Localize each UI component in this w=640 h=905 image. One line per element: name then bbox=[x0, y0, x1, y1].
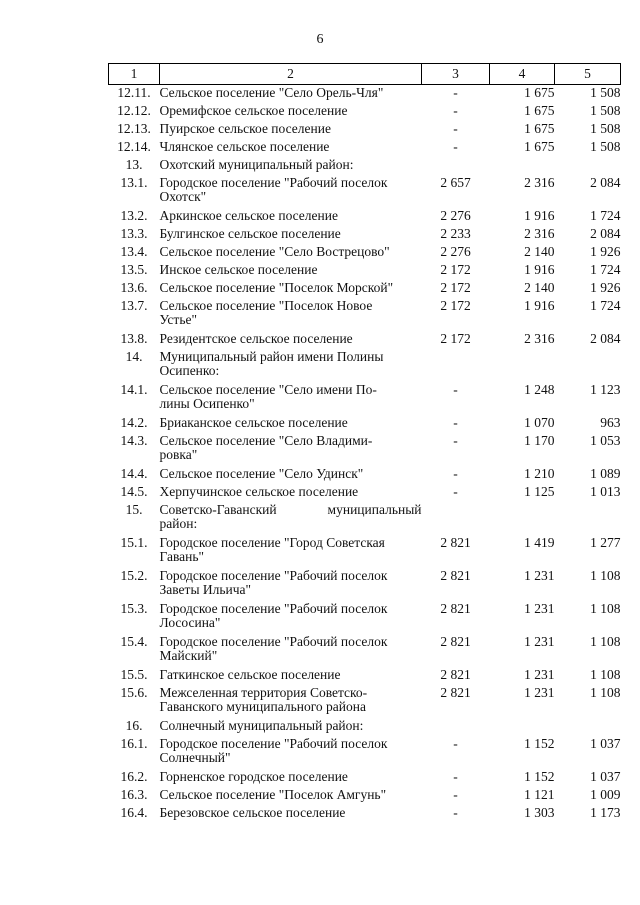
row-value-col4: 1 231 bbox=[524, 568, 555, 583]
row-value-col4: 1 231 bbox=[524, 634, 555, 649]
row-name-line: Пуирское сельское поселение bbox=[159, 121, 331, 136]
row-value-col3 bbox=[422, 718, 490, 736]
row-value-col4: 1 675 bbox=[524, 121, 555, 136]
row-name-line: Сельское поселение "Поселок Морской" bbox=[159, 280, 394, 295]
table-row bbox=[109, 85, 621, 104]
row-value-col3: - bbox=[453, 433, 458, 448]
row-value-col3: 2 172 bbox=[440, 262, 471, 277]
header-row bbox=[109, 64, 621, 85]
row-value-col4: 1 125 bbox=[524, 484, 555, 499]
row-value-col3: 2 821 bbox=[440, 685, 471, 700]
row-value-col3: - bbox=[453, 466, 458, 481]
row-name-line: Горненское городское поселение bbox=[159, 769, 348, 784]
row-name bbox=[160, 85, 422, 104]
table-row bbox=[109, 226, 621, 244]
row-name-line: Солнечный" bbox=[159, 750, 231, 765]
row-number: 13.1. bbox=[120, 175, 148, 190]
row-name-line: Майский" bbox=[159, 648, 218, 663]
header-col-4: 4 bbox=[490, 64, 555, 85]
row-value-col4: 1 916 bbox=[524, 262, 555, 277]
row-value-col5 bbox=[555, 718, 621, 736]
row-name-line: Муниципальный район имени Полины bbox=[159, 349, 384, 364]
row-number: 14.5. bbox=[120, 484, 148, 499]
row-value-col5 bbox=[555, 502, 621, 535]
header-col-1: 1 bbox=[109, 64, 160, 85]
row-value-col5: 2 084 bbox=[590, 175, 621, 190]
row-number: 14.3. bbox=[120, 433, 148, 448]
row-name bbox=[160, 226, 422, 244]
header-col-2: 2 bbox=[160, 64, 422, 85]
row-value-col5: 1 013 bbox=[590, 484, 621, 499]
row-value-col4: 1 070 bbox=[524, 415, 555, 430]
row-name bbox=[160, 769, 422, 787]
row-name-line: Сельское поселение "Село Владими- bbox=[159, 433, 373, 448]
row-name bbox=[160, 667, 422, 685]
row-number: 14. bbox=[125, 349, 143, 364]
row-value-col5: 1 123 bbox=[590, 382, 621, 397]
row-number: 16.1. bbox=[120, 736, 148, 751]
row-value-col4: 1 916 bbox=[524, 208, 555, 223]
row-name-line: Сельское поселение "Поселок Амгунь" bbox=[159, 787, 387, 802]
row-name-line: Инское сельское поселение bbox=[159, 262, 318, 277]
row-number: 13.2. bbox=[120, 208, 148, 223]
row-number: 14.2. bbox=[120, 415, 148, 430]
row-value-col5: 1 108 bbox=[590, 601, 621, 616]
row-value-col3: - bbox=[453, 805, 458, 820]
row-number: 13.5. bbox=[120, 262, 148, 277]
header-col-3: 3 bbox=[422, 64, 490, 85]
row-name-line: Охотск" bbox=[159, 189, 207, 204]
row-value-col4: 2 316 bbox=[524, 226, 555, 241]
row-value-col4 bbox=[490, 502, 555, 535]
row-value-col3: 2 172 bbox=[440, 331, 471, 346]
row-value-col3: 2 276 bbox=[440, 208, 471, 223]
row-value-col3 bbox=[422, 349, 490, 382]
row-name bbox=[160, 568, 422, 601]
row-name-line: Осипенко: bbox=[159, 363, 220, 378]
row-value-col4 bbox=[490, 349, 555, 382]
row-name-line: Городское поселение "Рабочий поселок bbox=[159, 634, 388, 649]
row-name bbox=[160, 349, 422, 382]
row-name-line: Городское поселение "Рабочий поселок bbox=[159, 601, 388, 616]
row-name-line: Устье" bbox=[159, 312, 197, 327]
table-row bbox=[109, 535, 621, 568]
table-row bbox=[109, 298, 621, 331]
row-name-line: Сельское поселение "Село Удинск" bbox=[159, 466, 364, 481]
row-number: 13.8. bbox=[120, 331, 148, 346]
row-number: 12.11. bbox=[117, 85, 151, 100]
row-value-col5: 963 bbox=[600, 415, 621, 430]
row-name bbox=[160, 601, 422, 634]
row-name-line: Оремифское сельское поселение bbox=[159, 103, 348, 118]
row-name bbox=[160, 736, 422, 769]
row-name bbox=[160, 484, 422, 502]
table-row bbox=[109, 331, 621, 349]
row-name-line: Гаванского муниципального района bbox=[159, 699, 366, 714]
row-value-col4: 1 152 bbox=[524, 769, 555, 784]
row-number: 13.7. bbox=[120, 298, 148, 313]
table-row bbox=[109, 769, 621, 787]
row-name bbox=[160, 331, 422, 349]
row-value-col3: - bbox=[453, 139, 458, 154]
row-name-line: Херпучинское сельское поселение bbox=[159, 484, 359, 499]
table-row bbox=[109, 157, 621, 175]
table-row bbox=[109, 718, 621, 736]
row-name-line: Городское поселение "Рабочий поселок bbox=[159, 736, 388, 751]
row-value-col4: 2 316 bbox=[524, 331, 555, 346]
row-value-col4: 2 140 bbox=[524, 280, 555, 295]
row-value-col4: 1 303 bbox=[524, 805, 555, 820]
row-value-col3: - bbox=[453, 484, 458, 499]
row-value-col5: 2 084 bbox=[590, 226, 621, 241]
table-row bbox=[109, 568, 621, 601]
row-value-col5: 1 724 bbox=[590, 298, 621, 313]
row-value-col4: 1 121 bbox=[524, 787, 555, 802]
row-value-col5: 2 084 bbox=[590, 331, 621, 346]
row-value-col5: 1 089 bbox=[590, 466, 621, 481]
row-number: 14.4. bbox=[120, 466, 148, 481]
row-name-line: Члянское сельское поселение bbox=[159, 139, 330, 154]
row-number: 13.3. bbox=[120, 226, 148, 241]
row-value-col5: 1 037 bbox=[590, 736, 621, 751]
row-value-col5 bbox=[555, 157, 621, 175]
row-value-col5: 1 508 bbox=[590, 85, 621, 100]
row-number: 15.4. bbox=[120, 634, 148, 649]
table-row bbox=[109, 175, 621, 208]
row-value-col4: 2 140 bbox=[524, 244, 555, 259]
row-name bbox=[160, 262, 422, 280]
table-row bbox=[109, 139, 621, 157]
row-name bbox=[160, 685, 422, 718]
row-number: 15.2. bbox=[120, 568, 148, 583]
table-header bbox=[109, 64, 621, 85]
table-row bbox=[109, 466, 621, 484]
row-value-col3: 2 821 bbox=[440, 535, 471, 550]
table-row bbox=[109, 415, 621, 433]
row-name bbox=[160, 634, 422, 667]
header-col-5: 5 bbox=[555, 64, 621, 85]
row-value-col3: - bbox=[453, 382, 458, 397]
row-name bbox=[160, 298, 422, 331]
table-row bbox=[109, 667, 621, 685]
row-value-col3: - bbox=[453, 415, 458, 430]
row-value-col5: 1 508 bbox=[590, 139, 621, 154]
row-name-line: ровка" bbox=[159, 447, 198, 462]
row-name bbox=[160, 157, 422, 175]
row-value-col4: 2 316 bbox=[524, 175, 555, 190]
page-number: 6 bbox=[316, 32, 324, 47]
table-row bbox=[109, 601, 621, 634]
row-value-col4: 1 152 bbox=[524, 736, 555, 751]
row-name bbox=[160, 535, 422, 568]
row-value-col4: 1 231 bbox=[524, 667, 555, 682]
row-value-col3: - bbox=[453, 787, 458, 802]
table-row bbox=[109, 262, 621, 280]
row-value-col3 bbox=[422, 502, 490, 535]
table-row bbox=[109, 685, 621, 718]
row-name-line: район: bbox=[159, 516, 198, 531]
row-number: 16.4. bbox=[120, 805, 148, 820]
row-name-line: Бриаканское сельское поселение bbox=[159, 415, 348, 430]
tariff-table bbox=[108, 63, 621, 823]
row-name bbox=[160, 718, 422, 736]
row-value-col5: 1 724 bbox=[590, 208, 621, 223]
row-value-col5: 1 009 bbox=[590, 787, 621, 802]
row-value-col4: 1 170 bbox=[524, 433, 555, 448]
row-number: 15. bbox=[125, 502, 143, 517]
table-row bbox=[109, 736, 621, 769]
row-name-line: Городское поселение "Рабочий поселок bbox=[159, 175, 388, 190]
row-value-col5: 1 277 bbox=[590, 535, 621, 550]
row-number: 13.6. bbox=[120, 280, 148, 295]
table-row bbox=[109, 382, 621, 415]
row-value-col4: 1 231 bbox=[524, 685, 555, 700]
row-value-col3: 2 821 bbox=[440, 667, 471, 682]
row-value-col3: 2 276 bbox=[440, 244, 471, 259]
row-number: 14.1. bbox=[120, 382, 148, 397]
row-value-col5: 1 173 bbox=[590, 805, 621, 820]
row-number: 12.12. bbox=[117, 103, 151, 118]
table-row bbox=[109, 634, 621, 667]
row-name-line: Городское поселение "Город Советская bbox=[159, 535, 385, 550]
row-value-col5: 1 508 bbox=[590, 103, 621, 118]
row-name-line: Сельское поселение "Поселок Новое bbox=[159, 298, 373, 313]
row-number: 13. bbox=[125, 157, 143, 172]
row-value-col4: 1 916 bbox=[524, 298, 555, 313]
table-row bbox=[109, 349, 621, 382]
row-name-line: Межселенная территория Советско- bbox=[159, 685, 368, 700]
row-value-col3: 2 821 bbox=[440, 601, 471, 616]
row-name-line: Гаткинское сельское поселение bbox=[159, 667, 341, 682]
row-number: 12.14. bbox=[117, 139, 151, 154]
table-row bbox=[109, 121, 621, 139]
row-value-col4: 1 231 bbox=[524, 601, 555, 616]
table-row bbox=[109, 244, 621, 262]
row-name bbox=[160, 121, 422, 139]
row-number: 13.4. bbox=[120, 244, 148, 259]
row-value-col4 bbox=[490, 157, 555, 175]
row-value-col4: 1 675 bbox=[524, 139, 555, 154]
row-value-col4: 1 210 bbox=[524, 466, 555, 481]
row-value-col5: 1 037 bbox=[590, 769, 621, 784]
row-name-line: лины Осипенко" bbox=[159, 396, 255, 411]
row-name-line: Солнечный муниципальный район: bbox=[159, 718, 364, 733]
row-name-line: Заветы Ильича" bbox=[159, 582, 252, 597]
row-name bbox=[160, 139, 422, 157]
row-value-col4: 1 419 bbox=[524, 535, 555, 550]
row-name-line: Гавань" bbox=[159, 549, 205, 564]
table-row bbox=[109, 433, 621, 466]
row-value-col4 bbox=[490, 718, 555, 736]
row-value-col3: - bbox=[453, 769, 458, 784]
row-value-col3: - bbox=[453, 736, 458, 751]
row-value-col4: 1 248 bbox=[524, 382, 555, 397]
row-name-line: Лососина" bbox=[159, 615, 221, 630]
row-name bbox=[160, 805, 422, 823]
row-name-line: Резидентское сельское поселение bbox=[159, 331, 353, 346]
table-row bbox=[109, 484, 621, 502]
row-name-line: Сельское поселение "Село Вострецово" bbox=[159, 244, 390, 259]
row-value-col3: 2 233 bbox=[440, 226, 471, 241]
row-name bbox=[160, 502, 422, 535]
row-number: 15.5. bbox=[120, 667, 148, 682]
row-value-col3: - bbox=[453, 121, 458, 136]
row-value-col3 bbox=[422, 157, 490, 175]
row-name bbox=[160, 280, 422, 298]
row-name-line: Сельское поселение "Село имени По- bbox=[159, 382, 377, 397]
row-name bbox=[160, 415, 422, 433]
row-number: 16. bbox=[125, 718, 143, 733]
row-name bbox=[160, 433, 422, 466]
row-value-col3: 2 172 bbox=[440, 298, 471, 313]
row-value-col5: 1 108 bbox=[590, 685, 621, 700]
row-number: 12.13. bbox=[117, 121, 151, 136]
row-number: 16.2. bbox=[120, 769, 148, 784]
table-row bbox=[109, 208, 621, 226]
row-value-col3: 2 821 bbox=[440, 634, 471, 649]
row-name bbox=[160, 382, 422, 415]
row-name-line: Булгинское сельское поселение bbox=[159, 226, 341, 241]
row-name-line: Городское поселение "Рабочий поселок bbox=[159, 568, 388, 583]
row-name-line: Советско-Гаванский муниципальный bbox=[159, 502, 422, 517]
row-value-col5: 1 108 bbox=[590, 634, 621, 649]
table-row bbox=[109, 103, 621, 121]
row-value-col5: 1 053 bbox=[590, 433, 621, 448]
table-row bbox=[109, 805, 621, 823]
row-value-col4: 1 675 bbox=[524, 103, 555, 118]
row-name bbox=[160, 208, 422, 226]
table-body bbox=[109, 85, 621, 824]
row-value-col4: 1 675 bbox=[524, 85, 555, 100]
row-name-line: Сельское поселение "Село Орель-Чля" bbox=[159, 85, 384, 100]
table-row bbox=[109, 280, 621, 298]
row-name bbox=[160, 175, 422, 208]
row-value-col5: 1 108 bbox=[590, 667, 621, 682]
row-name bbox=[160, 466, 422, 484]
row-number: 15.6. bbox=[120, 685, 148, 700]
row-number: 15.1. bbox=[120, 535, 148, 550]
row-name bbox=[160, 103, 422, 121]
row-value-col5: 1 926 bbox=[590, 280, 621, 295]
row-value-col3: 2 821 bbox=[440, 568, 471, 583]
row-name bbox=[160, 787, 422, 805]
row-value-col5: 1 108 bbox=[590, 568, 621, 583]
table-row bbox=[109, 502, 621, 535]
row-number: 15.3. bbox=[120, 601, 148, 616]
row-value-col3: 2 657 bbox=[440, 175, 471, 190]
row-value-col5 bbox=[555, 349, 621, 382]
row-name-line: Аркинское сельское поселение bbox=[159, 208, 338, 223]
row-name bbox=[160, 244, 422, 262]
row-value-col5: 1 508 bbox=[590, 121, 621, 136]
row-value-col3: - bbox=[453, 103, 458, 118]
row-number: 16.3. bbox=[120, 787, 148, 802]
row-value-col3: - bbox=[453, 85, 458, 100]
row-value-col5: 1 724 bbox=[590, 262, 621, 277]
row-name-line: Березовское сельское поселение bbox=[159, 805, 346, 820]
row-value-col3: 2 172 bbox=[440, 280, 471, 295]
row-name-line: Охотский муниципальный район: bbox=[159, 157, 354, 172]
row-value-col5: 1 926 bbox=[590, 244, 621, 259]
table-row bbox=[109, 787, 621, 805]
